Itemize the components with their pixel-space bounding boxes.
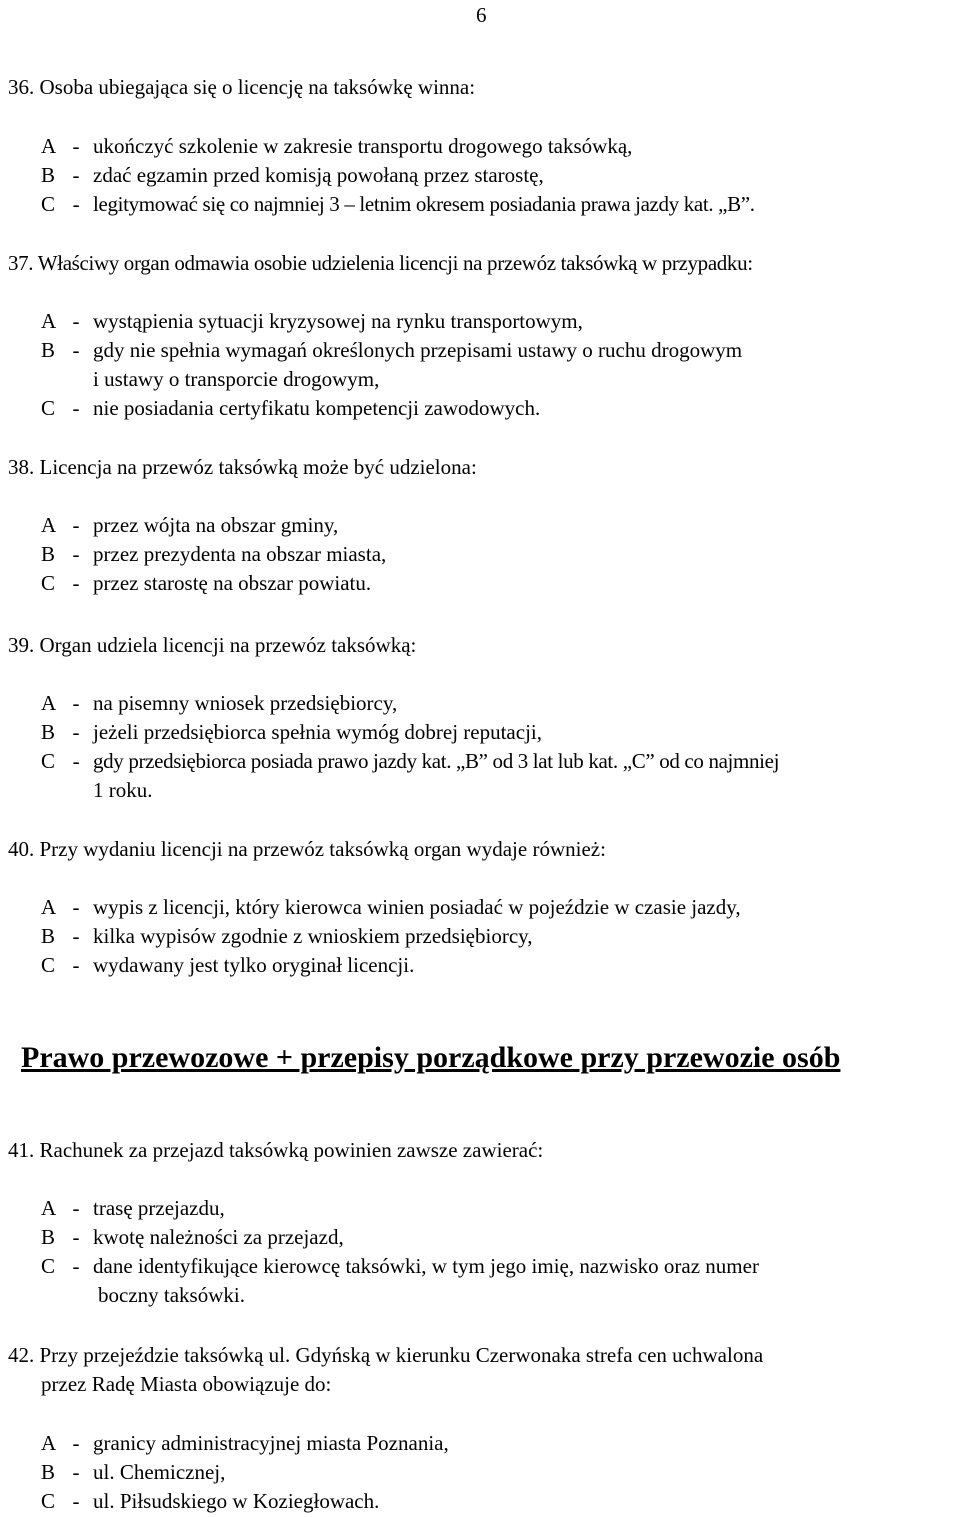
answer-text: wypis z licencji, który kierowca winien posiadać w pojeździe w czasie jazdy, [93, 895, 741, 919]
question-text: Przy wydaniu licencji na przewóz taksówką organ wydaje również: [39, 837, 606, 861]
question-36 [8, 74, 475, 100]
answer-label: B [41, 924, 56, 948]
question-41 [8, 1137, 543, 1163]
question-text: Właściwy organ odmawia osobie udzielenia licencji na przewóz taksówką w przypadku: [37, 251, 753, 275]
answer-text: granicy administracyjnej miasta Poznania, [93, 1431, 449, 1455]
answer-label: A [41, 1431, 57, 1455]
answer-text: kwotę należności za przejazd, [93, 1225, 344, 1249]
question-40 [8, 836, 606, 862]
answer-39-c: C - gdy przedsiębiorca posiada prawo jazdy kat. „B” od 3 lat lub kat. „C” od co najmniej [41, 749, 780, 773]
answer-text: jeżeli przedsiębiorca spełnia wymóg dobrej reputacji, [93, 720, 542, 744]
answer-text: na pisemny wniosek przedsiębiorcy, [93, 691, 398, 715]
answer-label: C [41, 571, 56, 595]
answer-text: trasę przejazdu, [93, 1196, 225, 1220]
answer-41-c-continuation: boczny taksówki. [98, 1283, 245, 1307]
answer-label: C [41, 953, 56, 977]
answer-label: C [41, 749, 55, 773]
answer-42-b: B - ul. Chemicznej, [41, 1460, 226, 1484]
answer-label: C [41, 1254, 56, 1278]
answer-label: B [41, 1225, 56, 1249]
section-heading: Prawo przewozowe + przepisy porządkowe przy przewozie osób [21, 1041, 841, 1074]
answer-label: B [41, 1460, 56, 1484]
question-42 [8, 1342, 763, 1368]
answer-label: A [41, 895, 57, 919]
answer-label: C [41, 192, 55, 216]
question-number: 41. [8, 1138, 35, 1162]
answer-text: zdać egzamin przed komisją powołaną przez starostę, [93, 163, 544, 187]
answer-text: dane identyfikujące kierowcę taksówki, w tym jego imię, nazwisko oraz numer [93, 1254, 759, 1278]
answer-37-a: A - wystąpienia sytuacji kryzysowej na rynku transportowym, [41, 309, 583, 333]
answer-text: kilka wypisów zgodnie z wnioskiem przedsiębiorcy, [93, 924, 533, 948]
question-text: Licencja na przewóz taksówką może być udzielona: [39, 455, 477, 479]
question-38 [8, 454, 477, 480]
answer-39-a: A - na pisemny wniosek przedsiębiorcy, [41, 691, 398, 715]
question-text: Rachunek za przejazd taksówką powinien zawsze zawierać: [39, 1138, 544, 1162]
answer-label: C [41, 1489, 56, 1513]
answer-label: A [41, 309, 57, 333]
answer-40-c: C - wydawany jest tylko oryginał licencji. [41, 953, 415, 977]
answer-text: ukończyć szkolenie w zakresie transportu drogowego taksówką, [93, 134, 633, 158]
question-number: 39. [8, 633, 35, 657]
question-number: 42. [8, 1343, 35, 1367]
answer-36-b: B - zdać egzamin przed komisją powołaną przez starostę, [41, 163, 544, 187]
answer-text: ul. Piłsudskiego w Koziegłowach. [93, 1489, 380, 1513]
answer-37-b-continuation: i ustawy o transporcie drogowym, [93, 367, 380, 391]
answer-label: A [41, 513, 57, 537]
answer-text: przez prezydenta na obszar miasta, [93, 542, 387, 566]
answer-36-c: C - legitymować się co najmniej 3 – letnim okresem posiadania prawa jazdy kat. „B”. [41, 192, 755, 216]
answer-text: przez wójta na obszar gminy, [93, 513, 339, 537]
answer-label: C [41, 396, 56, 420]
answer-41-c: C - dane identyfikujące kierowcę taksówki, w tym jego imię, nazwisko oraz numer [41, 1254, 759, 1278]
answer-42-c: C - ul. Piłsudskiego w Koziegłowach. [41, 1489, 380, 1513]
answer-text: wystąpienia sytuacji kryzysowej na rynku transportowym, [93, 309, 583, 333]
answer-38-c: C - przez starostę na obszar powiatu. [41, 571, 372, 595]
answer-text: ul. Chemicznej, [93, 1460, 226, 1484]
question-text: Osoba ubiegająca się o licencję na taksówkę winna: [39, 75, 476, 99]
answer-41-a: A - trasę przejazdu, [41, 1196, 225, 1220]
answer-41-b: B - kwotę należności za przejazd, [41, 1225, 344, 1249]
answer-37-c: C - nie posiadania certyfikatu kompetencji zawodowych. [41, 396, 541, 420]
question-text: Organ udziela licencji na przewóz taksówką: [39, 633, 417, 657]
answer-39-c-continuation: 1 roku. [93, 778, 153, 802]
answer-40-a: A - wypis z licencji, który kierowca winien posiadać w pojeździe w czasie jazdy, [41, 895, 741, 919]
answer-39-b: B - jeżeli przedsiębiorca spełnia wymóg dobrej reputacji, [41, 720, 542, 744]
answer-label: A [41, 1196, 57, 1220]
answer-label: A [41, 134, 57, 158]
question-number: 38. [8, 455, 35, 479]
answer-text: legitymować się co najmniej 3 – letnim okresem posiadania prawa jazdy kat. „B”. [93, 192, 755, 216]
answer-38-a: A - przez wójta na obszar gminy, [41, 513, 339, 537]
answer-text: gdy przedsiębiorca posiada prawo jazdy kat. „B” od 3 lat lub kat. „C” od co najmniej [93, 749, 780, 773]
question-text: Przy przejeździe taksówką ul. Gdyńską w kierunku Czerwonaka strefa cen uchwalona [39, 1343, 764, 1367]
answer-label: A [41, 691, 57, 715]
question-number: 36. [8, 75, 35, 99]
answer-label: B [41, 163, 56, 187]
page-number: 6 [476, 3, 487, 27]
question-42-continuation: przez Radę Miasta obowiązuje do: [41, 1372, 332, 1396]
answer-label: B [41, 338, 56, 362]
answer-text: przez starostę na obszar powiatu. [93, 571, 372, 595]
question-number: 40. [8, 837, 35, 861]
answer-36-a: A - ukończyć szkolenie w zakresie transportu drogowego taksówką, [41, 134, 633, 158]
answer-label: B [41, 542, 56, 566]
question-number: 37. [8, 251, 34, 275]
answer-text: gdy nie spełnia wymagań określonych przepisami ustawy o ruchu drogowym [93, 338, 743, 362]
answer-37-b: B - gdy nie spełnia wymagań określonych przepisami ustawy o ruchu drogowym [41, 338, 743, 362]
question-39 [8, 632, 416, 658]
answer-label: B [41, 720, 56, 744]
answer-text: wydawany jest tylko oryginał licencji. [93, 953, 415, 977]
answer-38-b: B - przez prezydenta na obszar miasta, [41, 542, 387, 566]
answer-42-a: A - granicy administracyjnej miasta Poznania, [41, 1431, 449, 1455]
question-37 [8, 250, 753, 276]
answer-text: nie posiadania certyfikatu kompetencji zawodowych. [93, 396, 541, 420]
answer-40-b: B - kilka wypisów zgodnie z wnioskiem przedsiębiorcy, [41, 924, 533, 948]
